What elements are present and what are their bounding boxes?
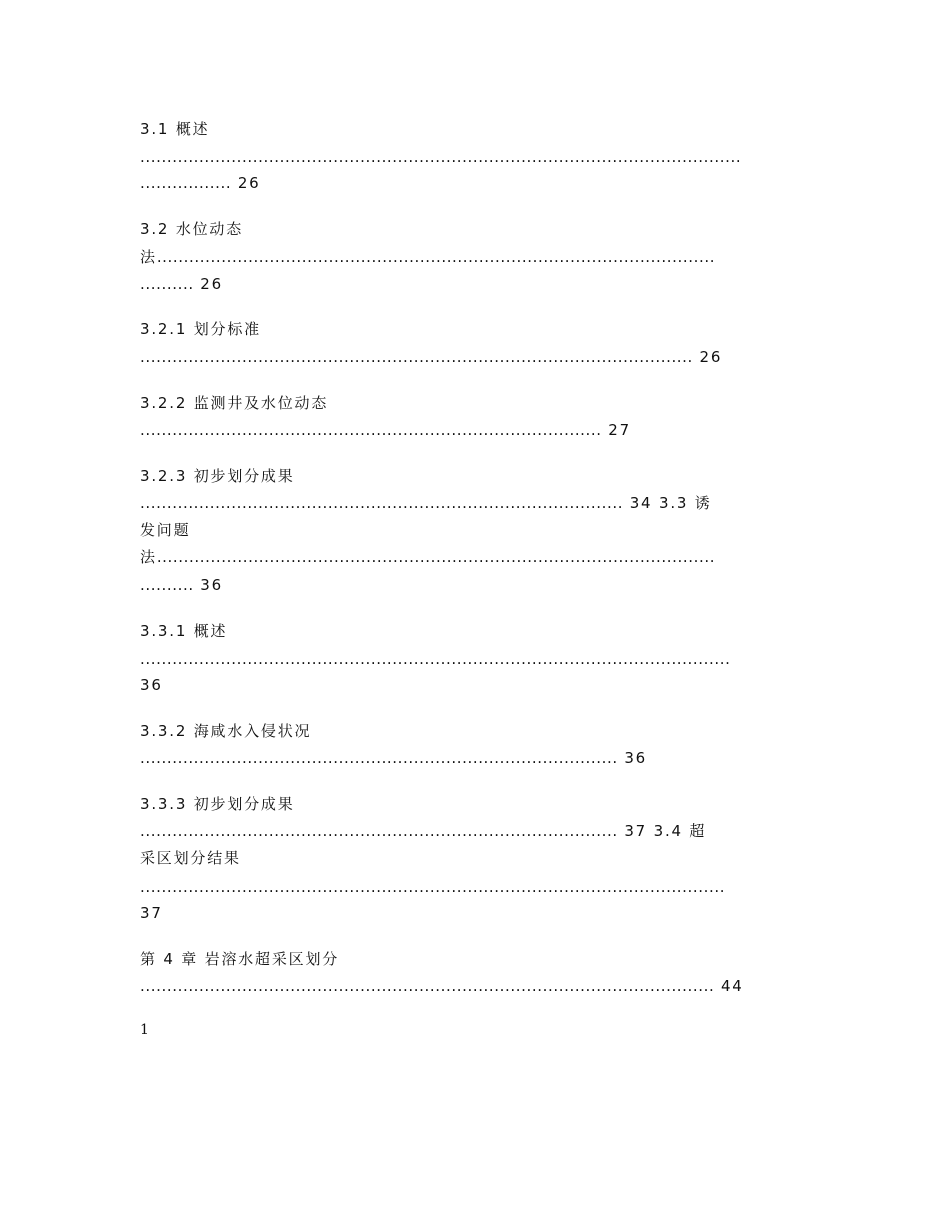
toc-entry-title: 3.4 超 [653,822,707,840]
toc-page-number: 26 [699,348,723,366]
toc-leader-line [140,822,706,840]
toc-leader-line [140,275,223,293]
toc-entry-title-continuation: 法 [140,548,157,566]
toc-page-number: 36 [140,676,163,694]
toc-page-number: 27 [608,421,631,439]
toc-leader-dots: ......................................................................................... [140,749,618,767]
toc-leader-dots: ........................................................................................................... [140,977,715,995]
toc-page-number: 34 [629,494,653,512]
toc-leader-line [140,174,261,192]
toc-page-number: 26 [237,174,261,192]
toc-entry-title: 3.2.1 划分标准 [140,320,261,338]
toc-entry-title: 3.1 概述 [140,120,210,138]
toc-entry-title: 3.2.3 初步划分成果 [140,467,295,485]
toc-leader-dots: ........................................................................................................ [156,548,716,566]
toc-leader-dots: ......................................................................................... [140,822,618,840]
toc-leader-dots: ............................................................................................................. [140,878,726,896]
toc-leader-dots: ................. [140,174,232,192]
toc-leader-line [140,548,715,566]
toc-leader-dots: ................................................................................................................ [140,148,742,166]
toc-leader-dots: ........................................................................................................ [156,248,716,266]
toc-page-number: 37 [140,904,163,922]
toc-leader-dots: .......... [140,275,194,293]
toc-page-number: 26 [200,275,223,293]
page-footer-number: 1 [140,1022,149,1038]
toc-leader-line [140,348,722,366]
toc-leader-line [140,494,712,512]
toc-leader-line [140,977,744,995]
toc-leader-line [140,248,715,266]
toc-leader-line [140,421,631,439]
toc-entry-title: 3.2.2 监测井及水位动态 [140,394,329,412]
toc-page-number: 37 [624,822,648,840]
toc-page-number: 36 [200,576,223,594]
toc-leader-line [140,749,647,767]
toc-page-number: 36 [624,749,648,767]
toc-entry-title-continuation: 法 [140,248,157,266]
toc-leader-line [140,576,223,594]
toc-entry-title-continuation: 采区划分结果 [140,849,241,867]
toc-entry-title: 3.3.2 海咸水入侵状况 [140,722,312,740]
toc-leader-dots: .............................................................................................................. [140,650,731,668]
toc-entry-title: 3.3.1 概述 [140,622,228,640]
toc-entry-title: 第 4 章 岩溶水超采区划分 [140,950,340,968]
toc-leader-dots: .......... [140,576,194,594]
toc-leader-dots: ...................................................................................... [140,421,602,439]
toc-entry-title: 3.3.3 初步划分成果 [140,795,295,813]
toc-page-number: 44 [720,977,744,995]
toc-leader-dots: .......................................................................................... [140,494,624,512]
toc-leader-dots: ....................................................................................................... [140,348,693,366]
toc-entry-title-continuation: 发问题 [140,521,191,539]
toc-entry-title: 3.2 水位动态 [140,220,244,238]
toc-entry-title: 3.3 诱 [658,494,712,512]
